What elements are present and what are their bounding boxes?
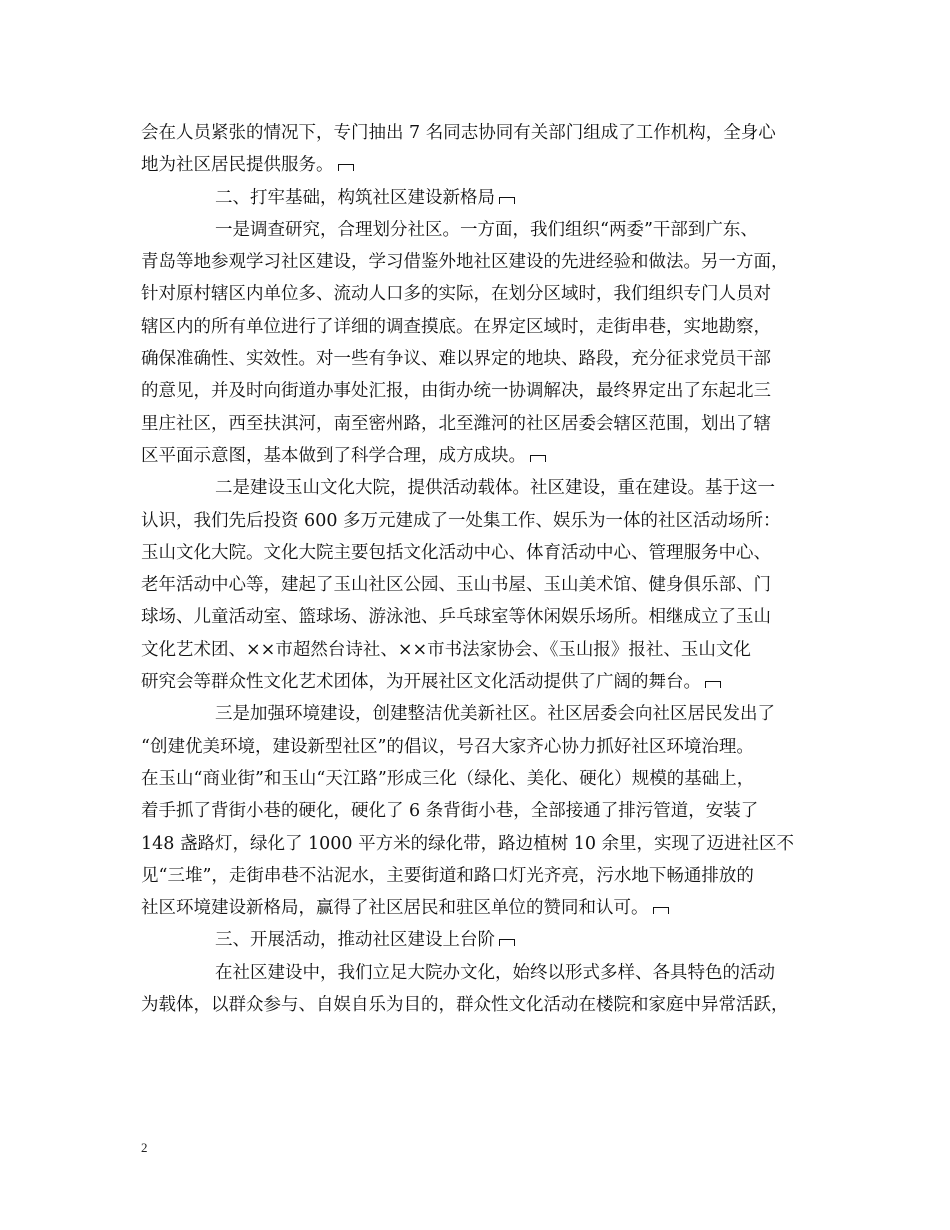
line-text: 一是调查研究，合理划分社区。一方面，我们组织“两委”干部到广东、 xyxy=(215,219,758,240)
text-line xyxy=(141,182,821,214)
text-line xyxy=(141,117,821,149)
text-line xyxy=(141,311,821,343)
text-line xyxy=(141,731,821,763)
text-line xyxy=(141,924,821,956)
paragraph-mark-icon xyxy=(499,939,515,946)
line-text: 三是加强环境建设，创建整洁优美新社区。社区居委会向社区居民发出了 xyxy=(215,704,775,725)
line-text: 研究会等群众性文化艺术团体，为开展社区文化活动提供了广阔的舞台。 xyxy=(141,672,701,693)
text-line xyxy=(141,569,821,601)
line-text: 148 盏路灯，绿化了 1000 平方米的绿化带，路边植树 10 余里，实现了迈进社区不 xyxy=(141,833,795,854)
text-line xyxy=(141,343,821,375)
line-text: 针对原村辖区内单位多、流动人口多的实际，在划分区域时，我们组织专门人员对 xyxy=(141,284,771,305)
text-line xyxy=(141,828,821,860)
line-text: 认识，我们先后投资 600 多万元建成了一处集工作、娱乐为一体的社区活动场所： xyxy=(141,510,781,531)
line-text: “创建优美环境，建设新型社区”的倡议，号召大家齐心协力抓好社区环境治理。 xyxy=(141,736,754,757)
text-line xyxy=(141,892,821,924)
paragraph-mark-icon xyxy=(499,197,515,204)
text-line xyxy=(141,246,821,278)
text-line xyxy=(141,149,821,181)
line-text: 三、开展活动，推动社区建设上台阶 xyxy=(215,930,495,951)
paragraph-mark-icon xyxy=(705,681,721,688)
text-line xyxy=(141,989,821,1021)
line-text: 区平面示意图，基本做到了科学合理，成方成块。 xyxy=(141,445,526,466)
line-text: 在社区建设中，我们立足大院办文化，始终以形式多样、各具特色的活动 xyxy=(215,962,775,983)
line-text: 见“三堆”，走街串巷不沾泥水，主要街道和路口灯光齐亮，污水地下畅通排放的 xyxy=(141,865,754,886)
line-text: 地为社区居民提供服务。 xyxy=(141,155,334,176)
text-line xyxy=(141,666,821,698)
text-line xyxy=(141,440,821,472)
paragraph-mark-icon xyxy=(653,907,669,914)
text-line xyxy=(141,601,821,633)
text-line xyxy=(141,505,821,537)
text-line xyxy=(141,698,821,730)
text-line xyxy=(141,763,821,795)
paragraph-mark-icon xyxy=(338,164,354,171)
text-line xyxy=(141,408,821,440)
line-text: 老年活动中心等，建起了玉山社区公园、玉山书屋、玉山美术馆、健身俱乐部、门 xyxy=(141,575,771,596)
line-text: 二、打牢基础，构筑社区建设新格局 xyxy=(215,187,495,208)
line-text: 玉山文化大院。文化大院主要包括文化活动中心、体育活动中心、管理服务中心、 xyxy=(141,542,771,563)
line-text: 二是建设玉山文化大院，提供活动载体。社区建设，重在建设。基于这一 xyxy=(215,478,775,499)
text-line xyxy=(141,860,821,892)
line-text: 辖区内的所有单位进行了详细的调查摸底。在界定区域时，走街串巷，实地勘察， xyxy=(141,316,771,337)
line-text: 为载体，以群众参与、自娱自乐为目的，群众性文化活动在楼院和家庭中异常活跃， xyxy=(141,995,789,1016)
text-line xyxy=(141,957,821,989)
line-text: 文化艺术团、××市超然台诗社、××市书法家协会、《玉山报》报社、玉山文化 xyxy=(141,639,751,660)
line-text: 青岛等地参观学习社区建设，学习借鉴外地社区建设的先进经验和做法。另一方面， xyxy=(141,252,789,273)
line-text: 在玉山“商业街”和玉山“天江路”形成三化（绿化、美化、硬化）规模的基础上， xyxy=(141,768,755,789)
line-text: 社区环境建设新格局，赢得了社区居民和驻区单位的赞同和认可。 xyxy=(141,898,649,919)
text-line xyxy=(141,634,821,666)
text-line xyxy=(141,214,821,246)
text-line xyxy=(141,472,821,504)
text-line xyxy=(141,375,821,407)
line-text: 会在人员紧张的情况下，专门抽出 7 名同志协同有关部门组成了工作机构，全身心 xyxy=(141,123,776,143)
line-text: 确保准确性、实效性。对一些有争议、难以界定的地块、路段，充分征求党员干部 xyxy=(141,349,771,370)
page-number: 2 xyxy=(141,1140,148,1155)
text-line xyxy=(141,537,821,569)
text-line xyxy=(141,278,821,310)
line-text: 球场、儿童活动室、篮球场、游泳池、乒乓球室等休闲娱乐场所。相继成立了玉山 xyxy=(141,607,771,628)
paragraph-mark-icon xyxy=(530,455,546,462)
line-text: 着手抓了背街小巷的硬化，硬化了 6 条背街小巷，全部接通了排污管道，安装了 xyxy=(141,801,759,822)
line-text: 的意见，并及时向街道办事处汇报，由街办统一协调解决，最终界定出了东起北三 xyxy=(141,381,771,402)
text-line xyxy=(141,795,821,827)
body-text xyxy=(141,117,821,1021)
line-text: 里庄社区，西至扶淇河，南至密州路，北至潍河的社区居委会辖区范围，划出了辖 xyxy=(141,413,771,434)
